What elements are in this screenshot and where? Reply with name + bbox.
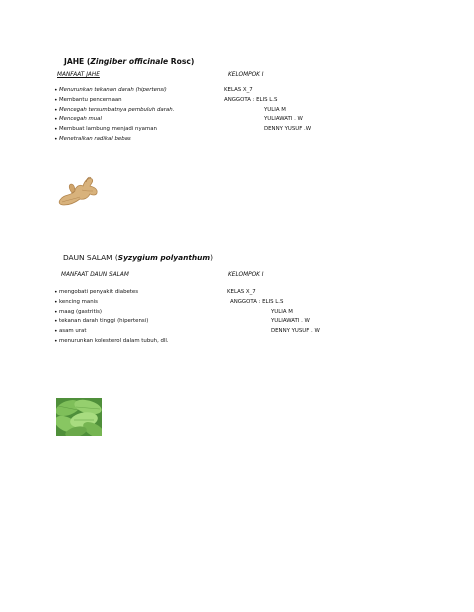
- list-item: • asam urat: [54, 327, 169, 337]
- list-item: • mengobati penyakit diabetes: [54, 288, 169, 298]
- group-class: KELAS X_7: [227, 289, 256, 295]
- section2-benefit-list: [54, 288, 169, 347]
- list-item: • Mencegah mual: [54, 115, 174, 125]
- list-item: • Menetralkan radikal bebas: [54, 135, 174, 145]
- section2-title: DAUN SALAM (Syzygium polyanthum): [63, 253, 213, 262]
- section1-benefit-list: [54, 86, 174, 145]
- group-member: DENNY YUSUF .W: [264, 126, 312, 133]
- bay-leaves-image: [56, 398, 102, 436]
- group-class: KELAS X_7: [224, 87, 253, 93]
- list-item: • Membantu pencernaan: [54, 96, 174, 106]
- section1-group-info: [224, 86, 277, 106]
- list-item: • maag (gastritis): [54, 308, 169, 318]
- group-members-label: ANGGOTA : ELIS L.S: [224, 96, 278, 103]
- list-item: • Membuat lambung menjadi nyaman: [54, 125, 174, 135]
- list-item: • menurunkan kolesterol dalam tubuh, dll.: [54, 337, 169, 347]
- list-item: • Menurunkan tekanan darah (hipertensi): [54, 86, 174, 96]
- group-member: DENNY YUSUF . W: [271, 328, 320, 335]
- group-member: YULIAWATI . W: [264, 116, 303, 123]
- list-item: • kencing manis: [54, 298, 169, 308]
- section2-benefit-heading: MANFAAT DAUN SALAM: [61, 272, 129, 278]
- ginger-root-image: [56, 172, 104, 208]
- list-item: • tekanan darah tinggi (hipertensi): [54, 317, 169, 327]
- group-member: YULIA M: [264, 106, 286, 113]
- section2-group-members: [271, 308, 320, 337]
- section1-group-heading: KELOMPOK I: [228, 72, 264, 78]
- section2-group-heading: KELOMPOK I: [228, 272, 264, 278]
- group-members-label: ANGGOTA : ELIS L.S: [230, 298, 284, 305]
- list-item: • Mencegah tersumbatnya pembuluh darah.: [54, 106, 174, 116]
- section1-group-members: [264, 106, 311, 135]
- group-member: YULIAWATI . W: [271, 318, 310, 325]
- section1-title: JAHE (Zingiber officinale Rosc): [64, 57, 195, 66]
- section2-group-info: [227, 288, 283, 308]
- section1-benefit-heading: MANFAAT JAHE: [57, 72, 100, 78]
- group-member: YULIA M: [271, 308, 293, 315]
